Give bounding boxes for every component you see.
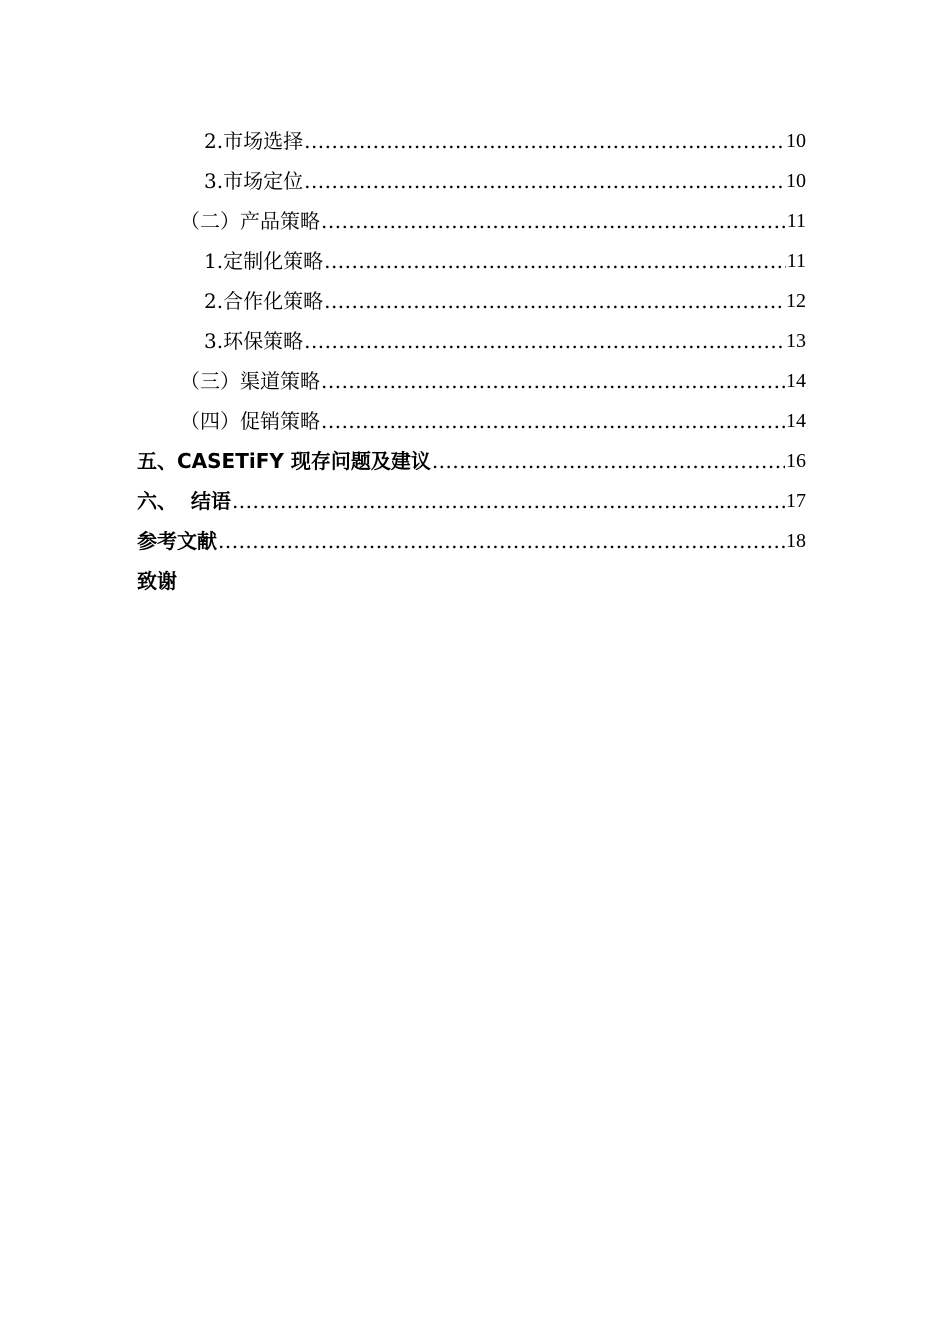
toc-page-number: 16 [786,450,806,472]
toc-page-number: 11 [786,210,806,232]
toc-entry-market-selection[interactable] [0,116,950,156]
toc-entry-promotion-strategy[interactable] [0,396,950,436]
toc-entry-conclusion[interactable] [0,476,950,516]
toc-dot-leader [324,286,785,316]
toc-entry-title: 五、CASETiFY 现存问题及建议 [137,449,431,473]
toc-entry-title: 2.市场选择 [204,129,304,153]
toc-entry-title: 六、 结语 [137,489,231,513]
toc-dot-leader [304,326,785,356]
toc-entry-title: 2.合作化策略 [204,289,324,313]
toc-entry-title: 参考文献 [137,529,217,553]
toc-entry-acknowledgements[interactable] [0,556,950,596]
table-of-contents [0,116,950,596]
toc-entry-title: 致谢 [137,569,177,593]
toc-entry-product-strategy[interactable] [0,196,950,236]
toc-dot-leader [321,206,786,236]
toc-dot-leader [321,366,785,396]
toc-entry-title: 3.市场定位 [204,169,304,193]
toc-dot-leader [218,526,785,556]
toc-entry-title: （二）产品策略 [180,209,320,233]
toc-page-number: 12 [786,290,806,312]
toc-entry-customization-strategy[interactable] [0,236,950,276]
toc-dot-leader [304,126,785,156]
toc-entry-title: （四）促销策略 [180,409,320,433]
toc-dot-leader [432,446,785,476]
toc-page-number: 14 [786,370,806,392]
toc-entry-references[interactable] [0,516,950,556]
toc-page-number: 13 [786,330,806,352]
toc-entry-title: （三）渠道策略 [180,369,320,393]
toc-entry-market-positioning[interactable] [0,156,950,196]
toc-dot-leader [321,406,785,436]
toc-entry-channel-strategy[interactable] [0,356,950,396]
toc-page-number: 11 [786,250,806,272]
toc-page-number: 10 [786,170,806,192]
toc-dot-leader [304,166,785,196]
toc-entry-environmental-strategy[interactable] [0,316,950,356]
toc-page-number: 18 [786,530,806,552]
toc-entry-title: 3.环保策略 [204,329,304,353]
toc-dot-leader [232,486,785,516]
toc-page-number: 14 [786,410,806,432]
toc-page-number: 17 [786,490,806,512]
toc-entry-cooperation-strategy[interactable] [0,276,950,316]
toc-entry-problems-and-suggestions[interactable] [0,436,950,476]
toc-page-number: 10 [786,130,806,152]
toc-dot-leader [324,246,786,276]
toc-entry-title: 1.定制化策略 [204,249,324,273]
